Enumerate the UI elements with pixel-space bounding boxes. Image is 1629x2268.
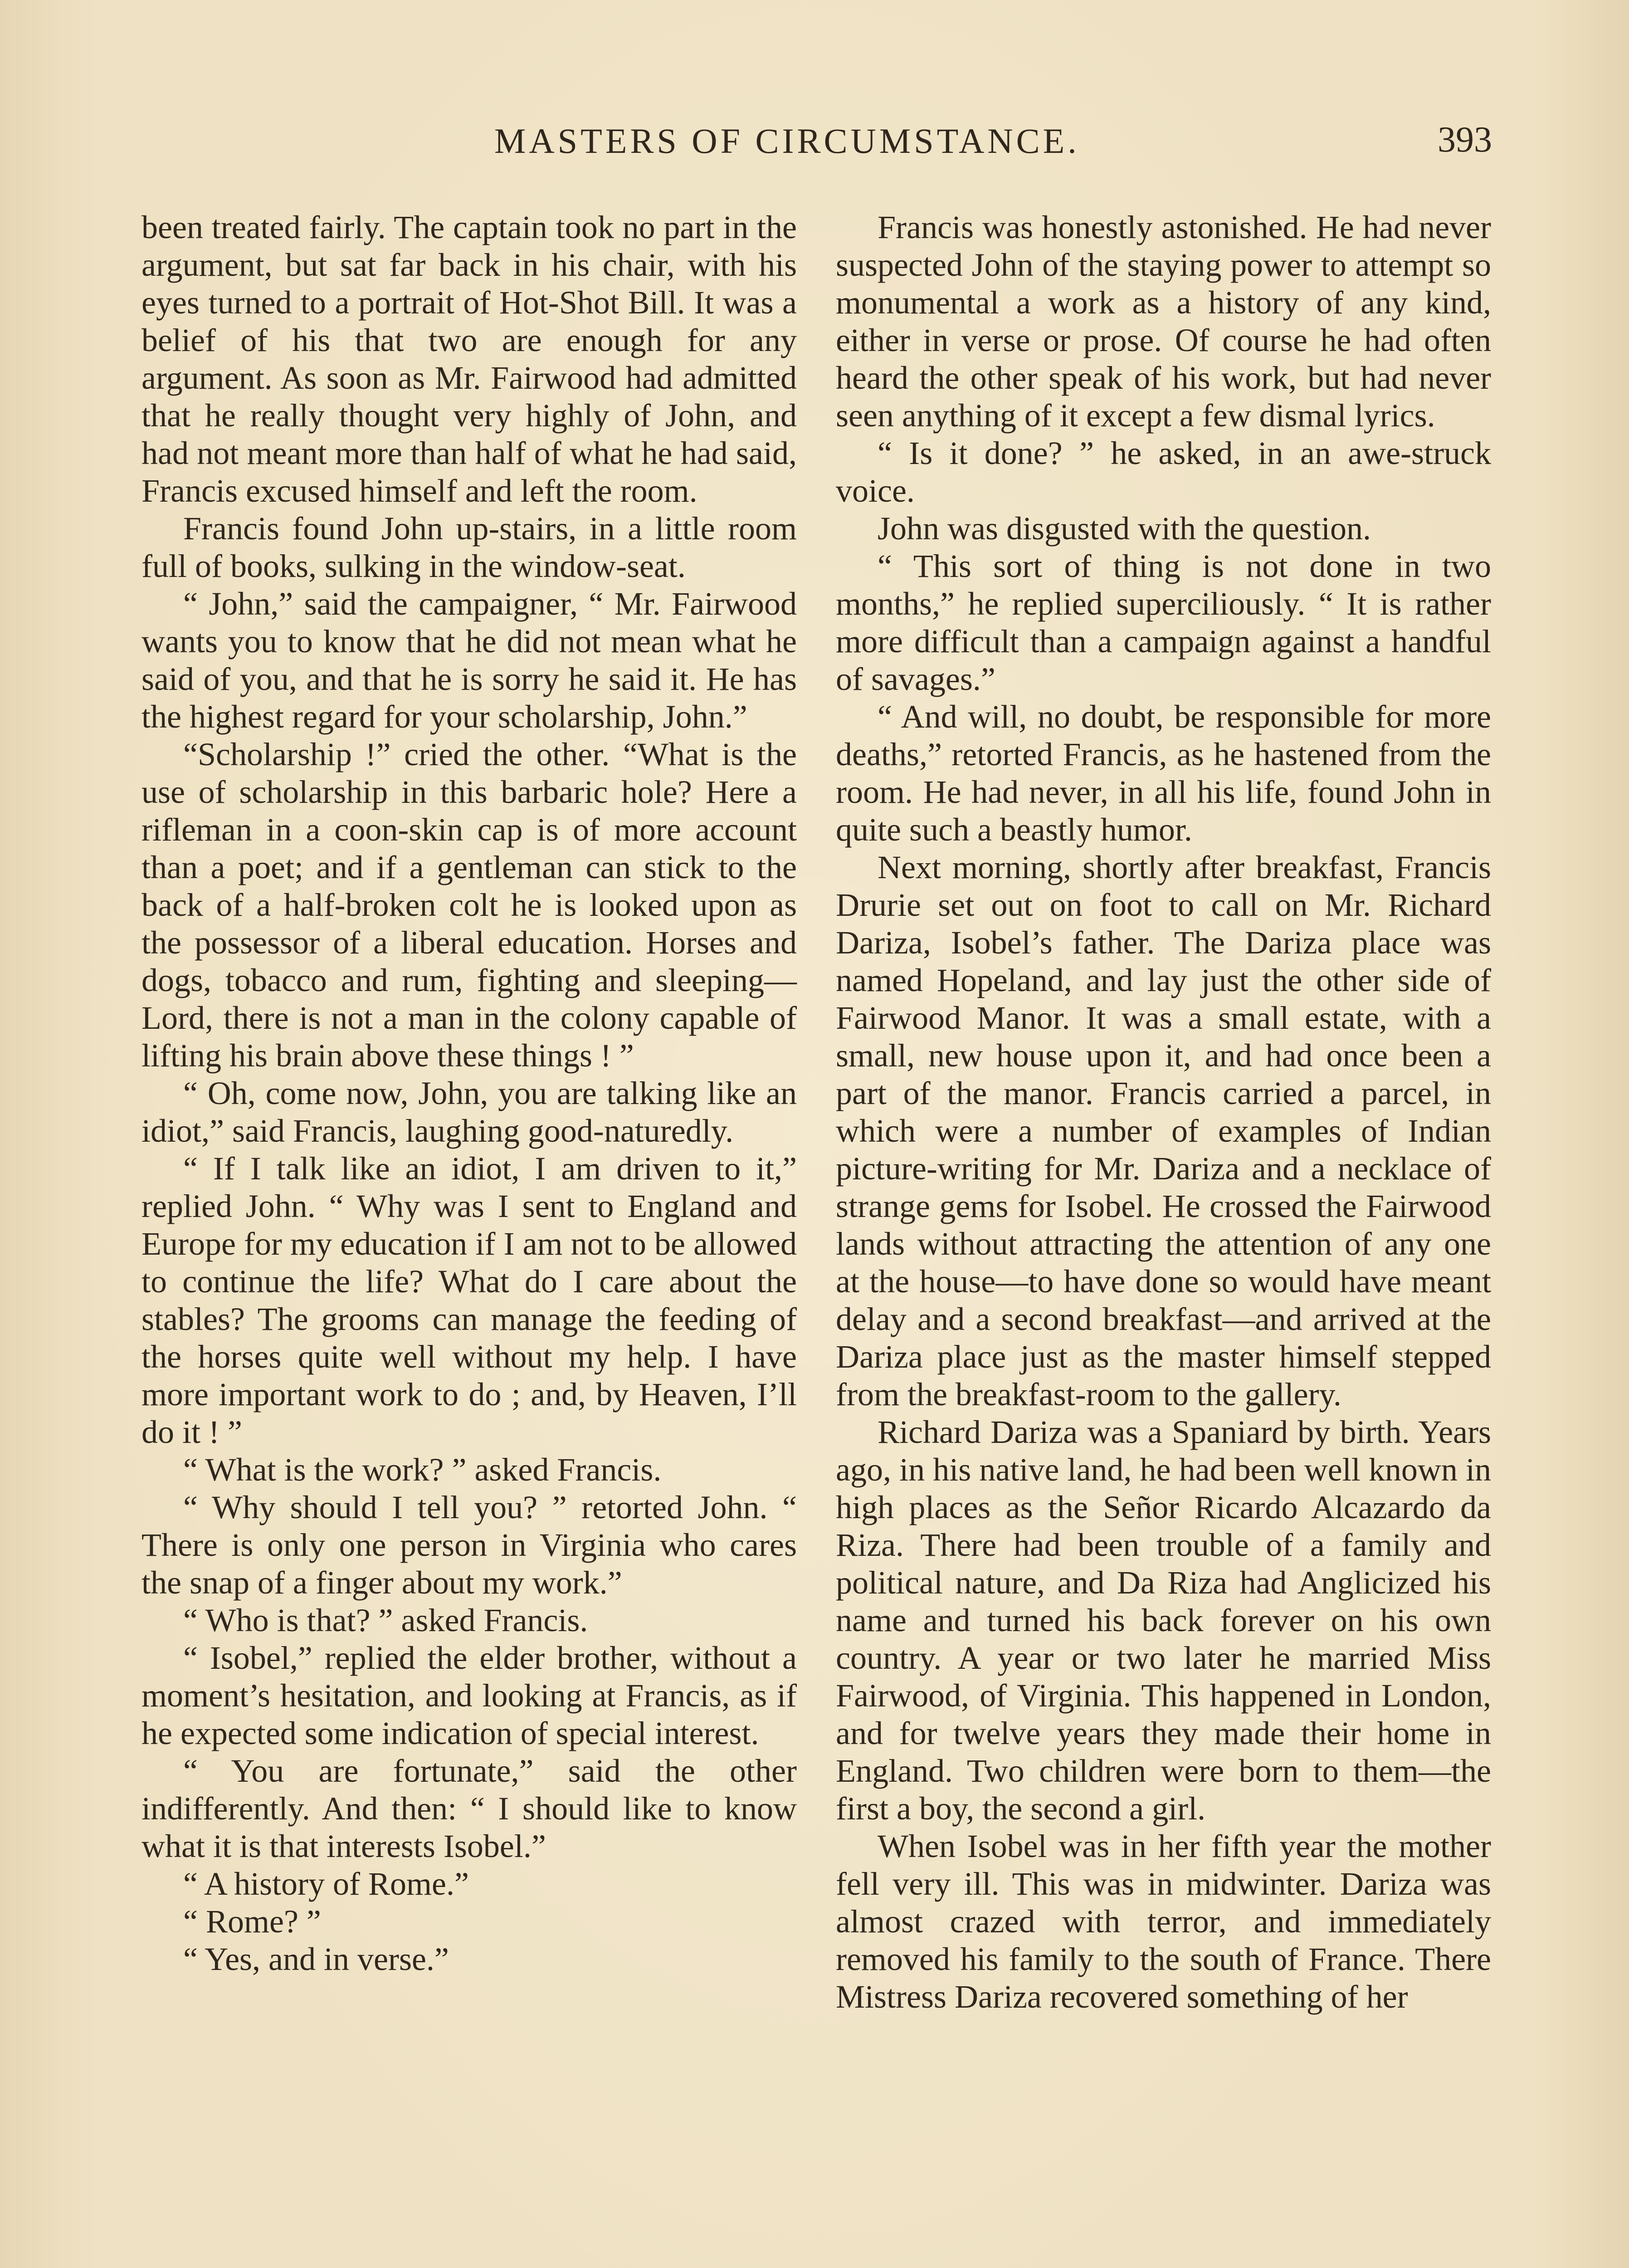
paragraph: Francis was honestly astonished. He had never suspected John of the staying power to attempt so monumental a work as a history of any kind, either in verse or prose. Of course he had often heard the other speak of his work, but had never seen anything of it except a few dismal lyrics. <box>836 209 1491 434</box>
paragraph: “ And will, no doubt, be responsible for more deaths,” retorted Francis, as he hastened from the room. He had never, in all his life, found John in quite such a beastly humor. <box>836 699 1491 848</box>
paragraph: “ Rome? ” <box>183 1903 321 1940</box>
paragraph: When Isobel was in her fifth year the mother fell very ill. This was in midwinter. Dariza was almost crazed with terror, and immediately removed his family to the south of France. There Mistress Dariza recovered something of her <box>836 1828 1491 2015</box>
paragraph: “ Why should I tell you? ” retorted John. “ There is only one person in Virginia who cares the snap of a finger about my work.” <box>141 1489 797 1601</box>
paragraph: “ Is it done? ” he asked, in an awe-struck voice. <box>836 435 1491 509</box>
paragraph: “ You are fortunate,” said the other indifferently. And then: “ I should like to know what it is that interests Isobel.” <box>141 1753 797 1864</box>
paragraph: John was disgusted with the question. <box>878 510 1371 547</box>
paragraph: “ Oh, come now, John, you are talking like an idiot,” said Francis, laughing good-naturedly. <box>141 1075 797 1149</box>
paragraph: “ Isobel,” replied the elder brother, without a moment’s hesitation, and looking at Francis, as if he expected some indication of special interest. <box>141 1640 797 1751</box>
paragraph: “Scholarship !” cried the other. “What is the use of scholarship in this barbaric hole? Here a rifleman in a coon-skin cap is of more account than a poet; and if a gentleman can stick to the back of a half-broken colt he is looked upon as the possessor of a liberal education. Horses and dogs, tobacco and rum, fighting and sleeping—Lord, there is not a man in the colony capable of lifting his brain above these things ! ” <box>141 736 797 1074</box>
page-number: 393 <box>1438 120 1492 160</box>
paragraph: Next morning, shortly after breakfast, Francis Drurie set out on foot to call on Mr. Richard Dariza, Isobel’s father. The Dariza place was named Hopeland, and lay just the other side of Fairwood Manor. It was a small estate, with a small, new house upon it, and had once been a part of the manor. Francis carried a parcel, in which were a number of examples of Indian picture-writing for Mr. Dariza and a necklace of strange gems for Isobel. He crossed the Fairwood lands without attracting the attention of any one at the house—to have done so would have meant delay and a second breakfast—and arrived at the Dariza place just as the master himself stepped from the breakfast-room to the gallery. <box>836 849 1491 1413</box>
left-column <box>141 209 797 1978</box>
paragraph: Richard Dariza was a Spaniard by birth. Years ago, in his native land, he had been well known in high places as the Señor Ricardo Alcazardo da Riza. There had been trouble of a family and political nature, and Da Riza had Anglicized his name and turned his back forever on his own country. A year or two later he married Miss Fairwood, of Virginia. This happened in London, and for twelve years they made their home in England. Two children were born to them—the first a boy, the second a girl. <box>836 1414 1491 1827</box>
paragraph: been treated fairly. The captain took no part in the argument, but sat far back in his chair, with his eyes turned to a portrait of Hot-Shot Bill. It was a belief of his that two are enough for any argument. As soon as Mr. Fairwood had admitted that he really thought very highly of John, and had not meant more than half of what he had said, Francis excused himself and left the room. <box>141 209 797 509</box>
paragraph: “ Yes, and in verse.” <box>183 1941 449 1977</box>
right-column <box>836 209 1491 2016</box>
paragraph: “ This sort of thing is not done in two months,” he replied superciliously. “ It is rather more difficult than a campaign against a handful of savages.” <box>836 548 1491 697</box>
paragraph: “ If I talk like an idiot, I am driven to it,” replied John. “ Why was I sent to England and Europe for my education if I am not to be allowed to continue the life? What do I care about the stables? The grooms can manage the feeding of the horses quite well without my help. I have more important work to do ; and, by Heaven, I’ll do it ! ” <box>141 1150 797 1450</box>
paragraph: “ What is the work? ” asked Francis. <box>183 1452 662 1488</box>
paragraph: “ Who is that? ” asked Francis. <box>183 1602 588 1638</box>
running-title: MASTERS OF CIRCUMSTANCE. <box>494 121 1080 161</box>
paragraph: Francis found John up-stairs, in a little room full of books, sulking in the window-seat. <box>141 510 797 584</box>
paragraph: “ John,” said the campaigner, “ Mr. Fairwood wants you to know that he did not mean what he said of you, and that he is sorry he said it. He has the highest regard for your scholarship, John.” <box>141 586 797 735</box>
paragraph: “ A history of Rome.” <box>183 1866 469 1902</box>
